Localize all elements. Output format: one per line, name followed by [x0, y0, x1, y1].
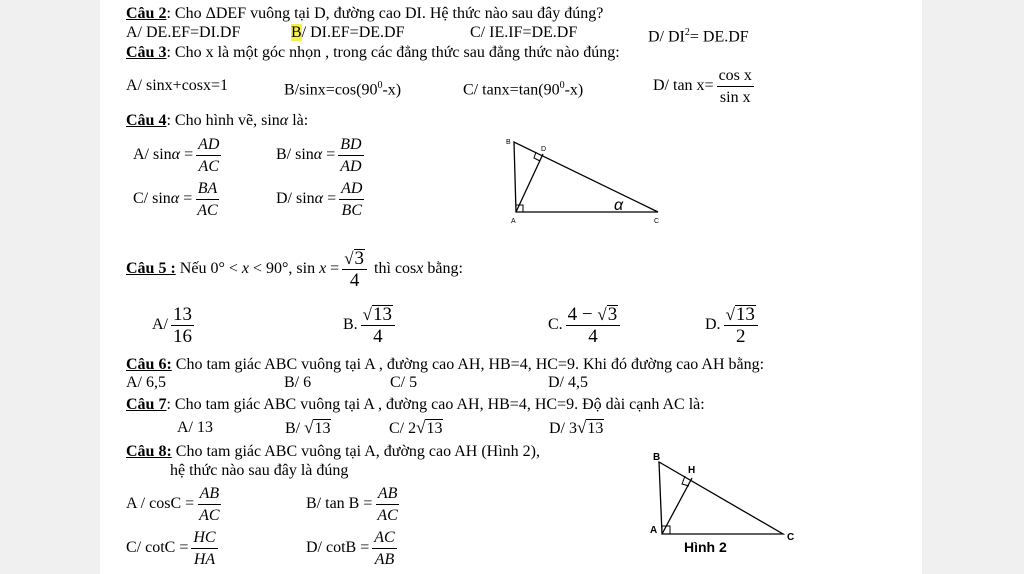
q6-option-a: A/ 6,5	[126, 374, 166, 391]
q8-d-pre: D/ cotB =	[306, 539, 370, 556]
q8-b-num: AB	[376, 484, 400, 505]
right-gutter	[922, 0, 1024, 574]
q4-d-alpha: α	[314, 190, 324, 207]
q5-number: Câu 5 :	[126, 260, 176, 277]
q8-c-fraction	[191, 528, 217, 569]
q4-alpha: α	[279, 112, 289, 129]
q3-option-b	[284, 77, 401, 99]
q5-sqrt: √	[344, 248, 354, 268]
q8-c-den: HA	[193, 550, 216, 568]
q8-b-pre: B/ tan B =	[306, 495, 373, 512]
q8-b-den: AC	[377, 506, 398, 524]
q3-option-a: A/ sinx+cosx=1	[126, 77, 229, 94]
q4-option-b	[276, 133, 367, 177]
q3-b-sup: 0	[377, 80, 383, 91]
q8-a-num: AB	[198, 484, 222, 505]
q4-option-a	[133, 133, 224, 177]
q8-label-c: C	[787, 532, 795, 543]
q4-b-fraction	[338, 135, 363, 176]
q7-option-c	[389, 419, 443, 438]
q4-c-fraction	[195, 179, 219, 220]
q4-text2: là:	[288, 112, 309, 129]
q5-b-den: 4	[373, 325, 383, 347]
q3-d-pre: D/ tan x=	[653, 77, 714, 95]
q4-b-den: AD	[340, 157, 362, 175]
q5-b-fraction	[361, 305, 395, 346]
q8-a-fraction	[197, 484, 221, 525]
q5-x2: x	[319, 260, 327, 277]
q4-c-eq: =	[179, 190, 193, 207]
q8-number: Câu 8:	[126, 443, 172, 460]
q8-triangle-figure	[645, 448, 805, 560]
q5-text-eq: =	[326, 260, 340, 277]
q8-d-den: AB	[374, 550, 395, 568]
q5-d-fraction	[724, 305, 758, 346]
q5-c-num-pre: 4 −	[567, 303, 598, 325]
q8-a-den: AC	[199, 506, 220, 524]
q8-figure-caption: Hình 2	[684, 539, 727, 555]
q8-triangle-abc	[659, 462, 783, 534]
q4-b-num: BD	[338, 135, 363, 156]
q3-option-c	[463, 77, 583, 99]
q5-b-num: 13	[373, 303, 393, 325]
q3-b-post: -x)	[382, 81, 402, 99]
q4-a-den: AC	[198, 157, 219, 175]
q4-question	[126, 112, 308, 130]
q5-a-label: A/	[152, 316, 168, 333]
q8-d-num: AC	[372, 528, 396, 549]
q8-question	[126, 443, 540, 461]
q4-text: : Cho hình vẽ, sin	[166, 112, 280, 129]
q4-label-a: A	[511, 218, 516, 225]
q7-question	[126, 396, 705, 414]
q3-option-d	[653, 66, 757, 107]
q8-option-d	[306, 524, 400, 572]
q5-d-label: D.	[705, 316, 721, 333]
q5-sin-fraction	[342, 249, 367, 290]
q8-b-fraction	[375, 484, 399, 525]
q8-label-a: A	[650, 525, 658, 536]
q8-c-pre: C/ cotC =	[126, 539, 189, 556]
q5-option-c	[548, 300, 623, 350]
q7-b-pre: B/	[285, 420, 305, 437]
q3-d-num: cos x	[717, 66, 754, 87]
q5-x1: x	[241, 260, 249, 277]
q5-text-pre: Nếu 0° <	[175, 260, 242, 277]
q3-c-pre: C/ tanx=tan(90	[463, 81, 560, 99]
q5-a-num: 13	[173, 303, 192, 325]
q7-option-b	[285, 419, 331, 438]
q4-c-den: AC	[197, 201, 218, 219]
q4-d-fraction	[339, 179, 364, 220]
q8-a-pre: A / cosC =	[126, 495, 195, 512]
q4-a-num: AD	[196, 135, 221, 156]
q7-text: : Cho tam giác ABC vuông tại A , đường cao AH, HB=4, HC=9. Độ dài cạnh AC là:	[166, 396, 705, 413]
q3-text: : Cho x là một góc nhọn , trong các đẳng thức sau đẳng thức nào đúng:	[166, 44, 620, 61]
q8-option-c	[126, 524, 221, 572]
q4-a-alpha: α	[171, 146, 181, 163]
q4-b-alpha: α	[313, 146, 323, 163]
q4-a-pre: A/ sin	[133, 146, 172, 163]
q5-option-b	[343, 300, 398, 350]
q5-b-label: B.	[343, 316, 358, 333]
q5-frac-den: 4	[349, 269, 360, 291]
q5-text-mid: < 90°, sin	[248, 260, 320, 277]
q7-d-pre: D/ 3	[549, 420, 577, 437]
q3-d-fraction	[717, 66, 754, 107]
q5-a-den: 16	[173, 325, 192, 347]
q3-d-den: sin x	[719, 89, 751, 106]
q7-b-rad: 13	[314, 420, 331, 437]
q2-d-sup: 2	[684, 27, 690, 38]
q4-a-fraction	[196, 135, 221, 176]
q6-number: Câu 6:	[126, 356, 172, 373]
q4-label-alpha: α	[614, 197, 624, 214]
q6-option-b: B/ 6	[284, 374, 312, 391]
q6-text: Cho tam giác ABC vuông tại A , đường cao AH, HB=4, HC=9. Khi đó đường cao AH bằng:	[171, 356, 765, 373]
q7-d-rad: 13	[587, 420, 604, 437]
q2-question	[126, 5, 603, 23]
q7-c-pre: C/ 2	[389, 420, 417, 437]
q4-c-alpha: α	[170, 190, 180, 207]
q4-option-d	[276, 177, 367, 221]
q3-question	[126, 44, 620, 62]
q4-d-pre: D/ sin	[276, 190, 315, 207]
q7-d-sqrt: √	[577, 418, 587, 437]
q2-option-c: C/ IE.IF=DE.DF	[470, 24, 578, 41]
q4-label-b: B	[506, 139, 511, 146]
q5-text-post: thì cos	[370, 260, 417, 277]
q3-c-sup: 0	[559, 80, 565, 91]
q5-c-num: 3	[607, 303, 618, 325]
q7-number: Câu 7	[126, 396, 167, 413]
q5-c-den: 4	[588, 325, 598, 347]
q2-number: Câu 2	[126, 5, 167, 22]
q5-d-num: 13	[735, 303, 755, 325]
q5-c-sqrt: √	[597, 304, 607, 324]
q5-a-fraction	[171, 305, 194, 346]
q5-b-sqrt: √	[362, 304, 373, 324]
q6-option-d: D/ 4,5	[548, 374, 588, 391]
q8-option-a	[126, 480, 225, 528]
q4-number: Câu 4	[126, 112, 167, 129]
q7-c-rad: 13	[426, 420, 443, 437]
q3-number: Câu 3	[126, 44, 167, 61]
q7-b-sqrt: √	[304, 418, 314, 437]
q5-c-label: C.	[548, 316, 563, 333]
q4-c-num: BA	[196, 179, 220, 200]
q6-option-c: C/ 5	[390, 374, 418, 391]
q4-c-pre: C/ sin	[133, 190, 171, 207]
q8-question-line2: hệ thức nào sau đây là đúng	[170, 462, 349, 479]
left-gutter	[0, 0, 100, 574]
q5-option-a	[152, 300, 197, 350]
q4-option-c	[133, 177, 223, 221]
q3-c-post: -x)	[564, 81, 584, 99]
q4-d-num: AD	[339, 179, 364, 200]
q6-question	[126, 356, 764, 374]
q2-option-a: A/ DE.EF=DI.DF	[126, 24, 241, 41]
q8-c-num: HC	[191, 528, 217, 549]
q4-b-eq: =	[322, 146, 336, 163]
q2-option-b-letter-highlight: B	[291, 24, 302, 41]
q4-a-eq: =	[180, 146, 194, 163]
q4-d-den: BC	[341, 201, 362, 219]
q4-b-pre: B/ sin	[276, 146, 314, 163]
q8-text: Cho tam giác ABC vuông tại A, đường cao AH (Hình 2),	[171, 443, 540, 460]
q2-option-b	[291, 24, 404, 42]
q4-altitude-ad	[516, 154, 543, 212]
q8-label-b: B	[653, 452, 661, 463]
q5-question	[126, 244, 463, 294]
q4-triangle-figure	[500, 134, 670, 230]
q5-option-d	[705, 300, 761, 350]
q5-c-fraction	[566, 305, 621, 346]
q4-label-c: C	[654, 218, 660, 225]
q2-option-b-text: / DI.EF=DE.DF	[301, 24, 405, 41]
q5-d-sqrt: √	[725, 304, 735, 324]
q8-option-b	[306, 480, 403, 528]
q8-d-fraction	[372, 528, 396, 569]
q4-label-d: D	[541, 146, 547, 153]
q2-d-post: = DE.DF	[689, 28, 749, 46]
q4-d-eq: =	[323, 190, 337, 207]
q5-text-post2: bằng:	[423, 260, 463, 277]
q2-d-pre: D/ DI	[648, 28, 685, 46]
q8-label-h: H	[688, 465, 696, 476]
q5-d-den: 2	[735, 325, 746, 347]
q2-text: : Cho ΔDEF vuông tại D, đường cao DI. Hệ thức nào sau đây đúng?	[166, 5, 604, 22]
q3-b-pre: B/sinx=cos(90	[284, 81, 378, 99]
q5-frac-num: 3	[354, 247, 365, 269]
q7-option-a: A/ 13	[177, 419, 213, 436]
q7-c-sqrt: √	[416, 418, 426, 437]
q7-option-d	[549, 419, 604, 438]
q5-x3: x	[416, 260, 424, 277]
q2-option-d	[648, 24, 749, 46]
